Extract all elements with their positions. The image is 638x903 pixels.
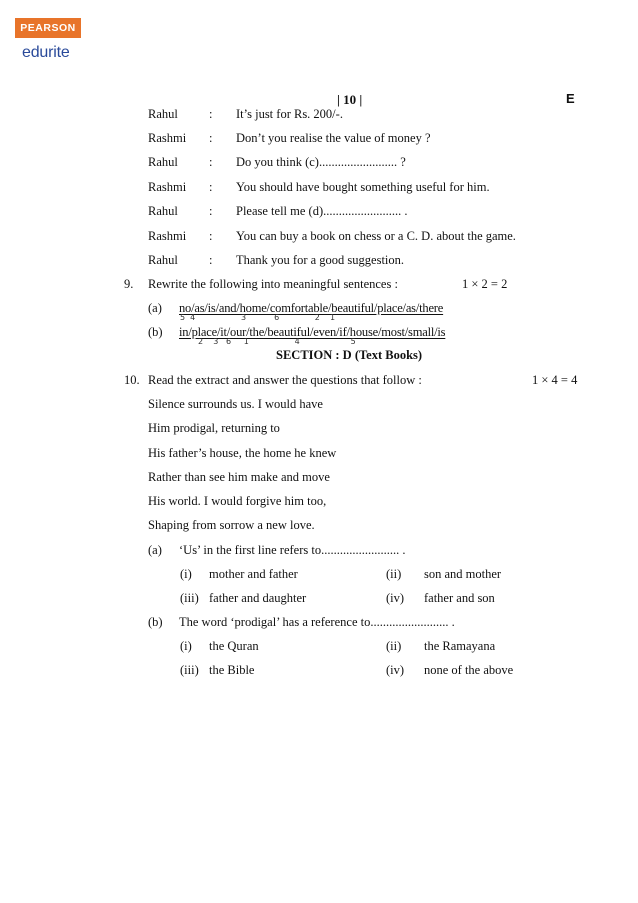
line-text: Please tell me (d)......................... . bbox=[236, 204, 408, 218]
handwritten-numbering: 5 4 3 6 2 1 bbox=[180, 313, 336, 322]
poem-line: His father’s house, the home he knew bbox=[148, 446, 337, 460]
edurite-logo: edurite bbox=[22, 44, 70, 61]
speaker: Rahul bbox=[148, 107, 178, 121]
option-text: the Ramayana bbox=[424, 639, 496, 653]
handwritten-numbering: 2 3 6 1 4 5 bbox=[198, 337, 356, 346]
option-text: father and son bbox=[424, 591, 495, 605]
part-question: ‘Us’ in the first line refers to......................... . bbox=[179, 543, 406, 557]
option-label: (ii) bbox=[386, 567, 402, 581]
separator: : bbox=[209, 253, 213, 267]
section-heading: SECTION : D (Text Books) bbox=[276, 348, 423, 362]
jumbled-words: no/as/is/and/home/comfortable/beautiful/place/as/there bbox=[179, 301, 444, 315]
edition-code: E bbox=[566, 91, 575, 106]
separator: : bbox=[209, 229, 213, 243]
part-label: (a) bbox=[148, 301, 162, 315]
poem-line: Rather than see him make and move bbox=[148, 470, 330, 484]
poem-line: Silence surrounds us. I would have bbox=[148, 397, 323, 411]
option-label: (iv) bbox=[386, 663, 405, 677]
option-text: none of the above bbox=[424, 663, 514, 677]
speaker: Rahul bbox=[148, 204, 178, 218]
question-number: 9. bbox=[124, 277, 134, 291]
pearson-logo bbox=[15, 18, 81, 38]
line-text: Do you think (c)......................... ? bbox=[236, 155, 406, 169]
separator: : bbox=[209, 204, 213, 218]
poem-line: Him prodigal, returning to bbox=[148, 421, 280, 435]
pearson-logo-text: PEARSON bbox=[20, 22, 76, 34]
separator: : bbox=[209, 180, 213, 194]
option-text: son and mother bbox=[424, 567, 502, 581]
speaker: Rashmi bbox=[148, 180, 187, 194]
line-text: It’s just for Rs. 200/-. bbox=[236, 107, 343, 121]
poem-line: Shaping from sorrow a new love. bbox=[148, 518, 315, 532]
option-text: the Quran bbox=[209, 639, 259, 653]
part-label: (b) bbox=[148, 325, 163, 339]
question-number: 10. bbox=[124, 373, 140, 387]
jumbled-words: in/place/it/our/the/beautiful/even/if/house/most/small/is bbox=[179, 325, 446, 339]
speaker: Rashmi bbox=[148, 229, 187, 243]
page-number: | 10 | bbox=[337, 92, 363, 107]
line-text: Don’t you realise the value of money ? bbox=[236, 131, 431, 145]
separator: : bbox=[209, 155, 213, 169]
line-text: You should have bought something useful for him. bbox=[236, 180, 490, 194]
part-question: The word ‘prodigal’ has a reference to......................... . bbox=[179, 615, 455, 629]
speaker: Rahul bbox=[148, 155, 178, 169]
option-label: (iii) bbox=[180, 591, 199, 605]
option-label: (i) bbox=[180, 567, 192, 581]
speaker: Rahul bbox=[148, 253, 178, 267]
option-label: (iv) bbox=[386, 591, 405, 605]
speaker: Rashmi bbox=[148, 131, 187, 145]
option-text: mother and father bbox=[209, 567, 298, 581]
question-text: Rewrite the following into meaningful sentences : bbox=[148, 277, 398, 291]
option-label: (ii) bbox=[386, 639, 402, 653]
option-label: (iii) bbox=[180, 663, 199, 677]
option-text: father and daughter bbox=[209, 591, 307, 605]
question-marks: 1 × 4 = 4 bbox=[532, 373, 578, 387]
part-label: (a) bbox=[148, 543, 162, 557]
option-text: the Bible bbox=[209, 663, 255, 677]
separator: : bbox=[209, 107, 213, 121]
line-text: You can buy a book on chess or a C. D. about the game. bbox=[236, 229, 516, 243]
line-text: Thank you for a good suggestion. bbox=[236, 253, 405, 267]
separator: : bbox=[209, 131, 213, 145]
option-label: (i) bbox=[180, 639, 192, 653]
question-text: Read the extract and answer the questions that follow : bbox=[148, 373, 422, 387]
poem-line: His world. I would forgive him too, bbox=[148, 494, 327, 508]
question-marks: 1 × 2 = 2 bbox=[462, 277, 508, 291]
part-label: (b) bbox=[148, 615, 163, 629]
